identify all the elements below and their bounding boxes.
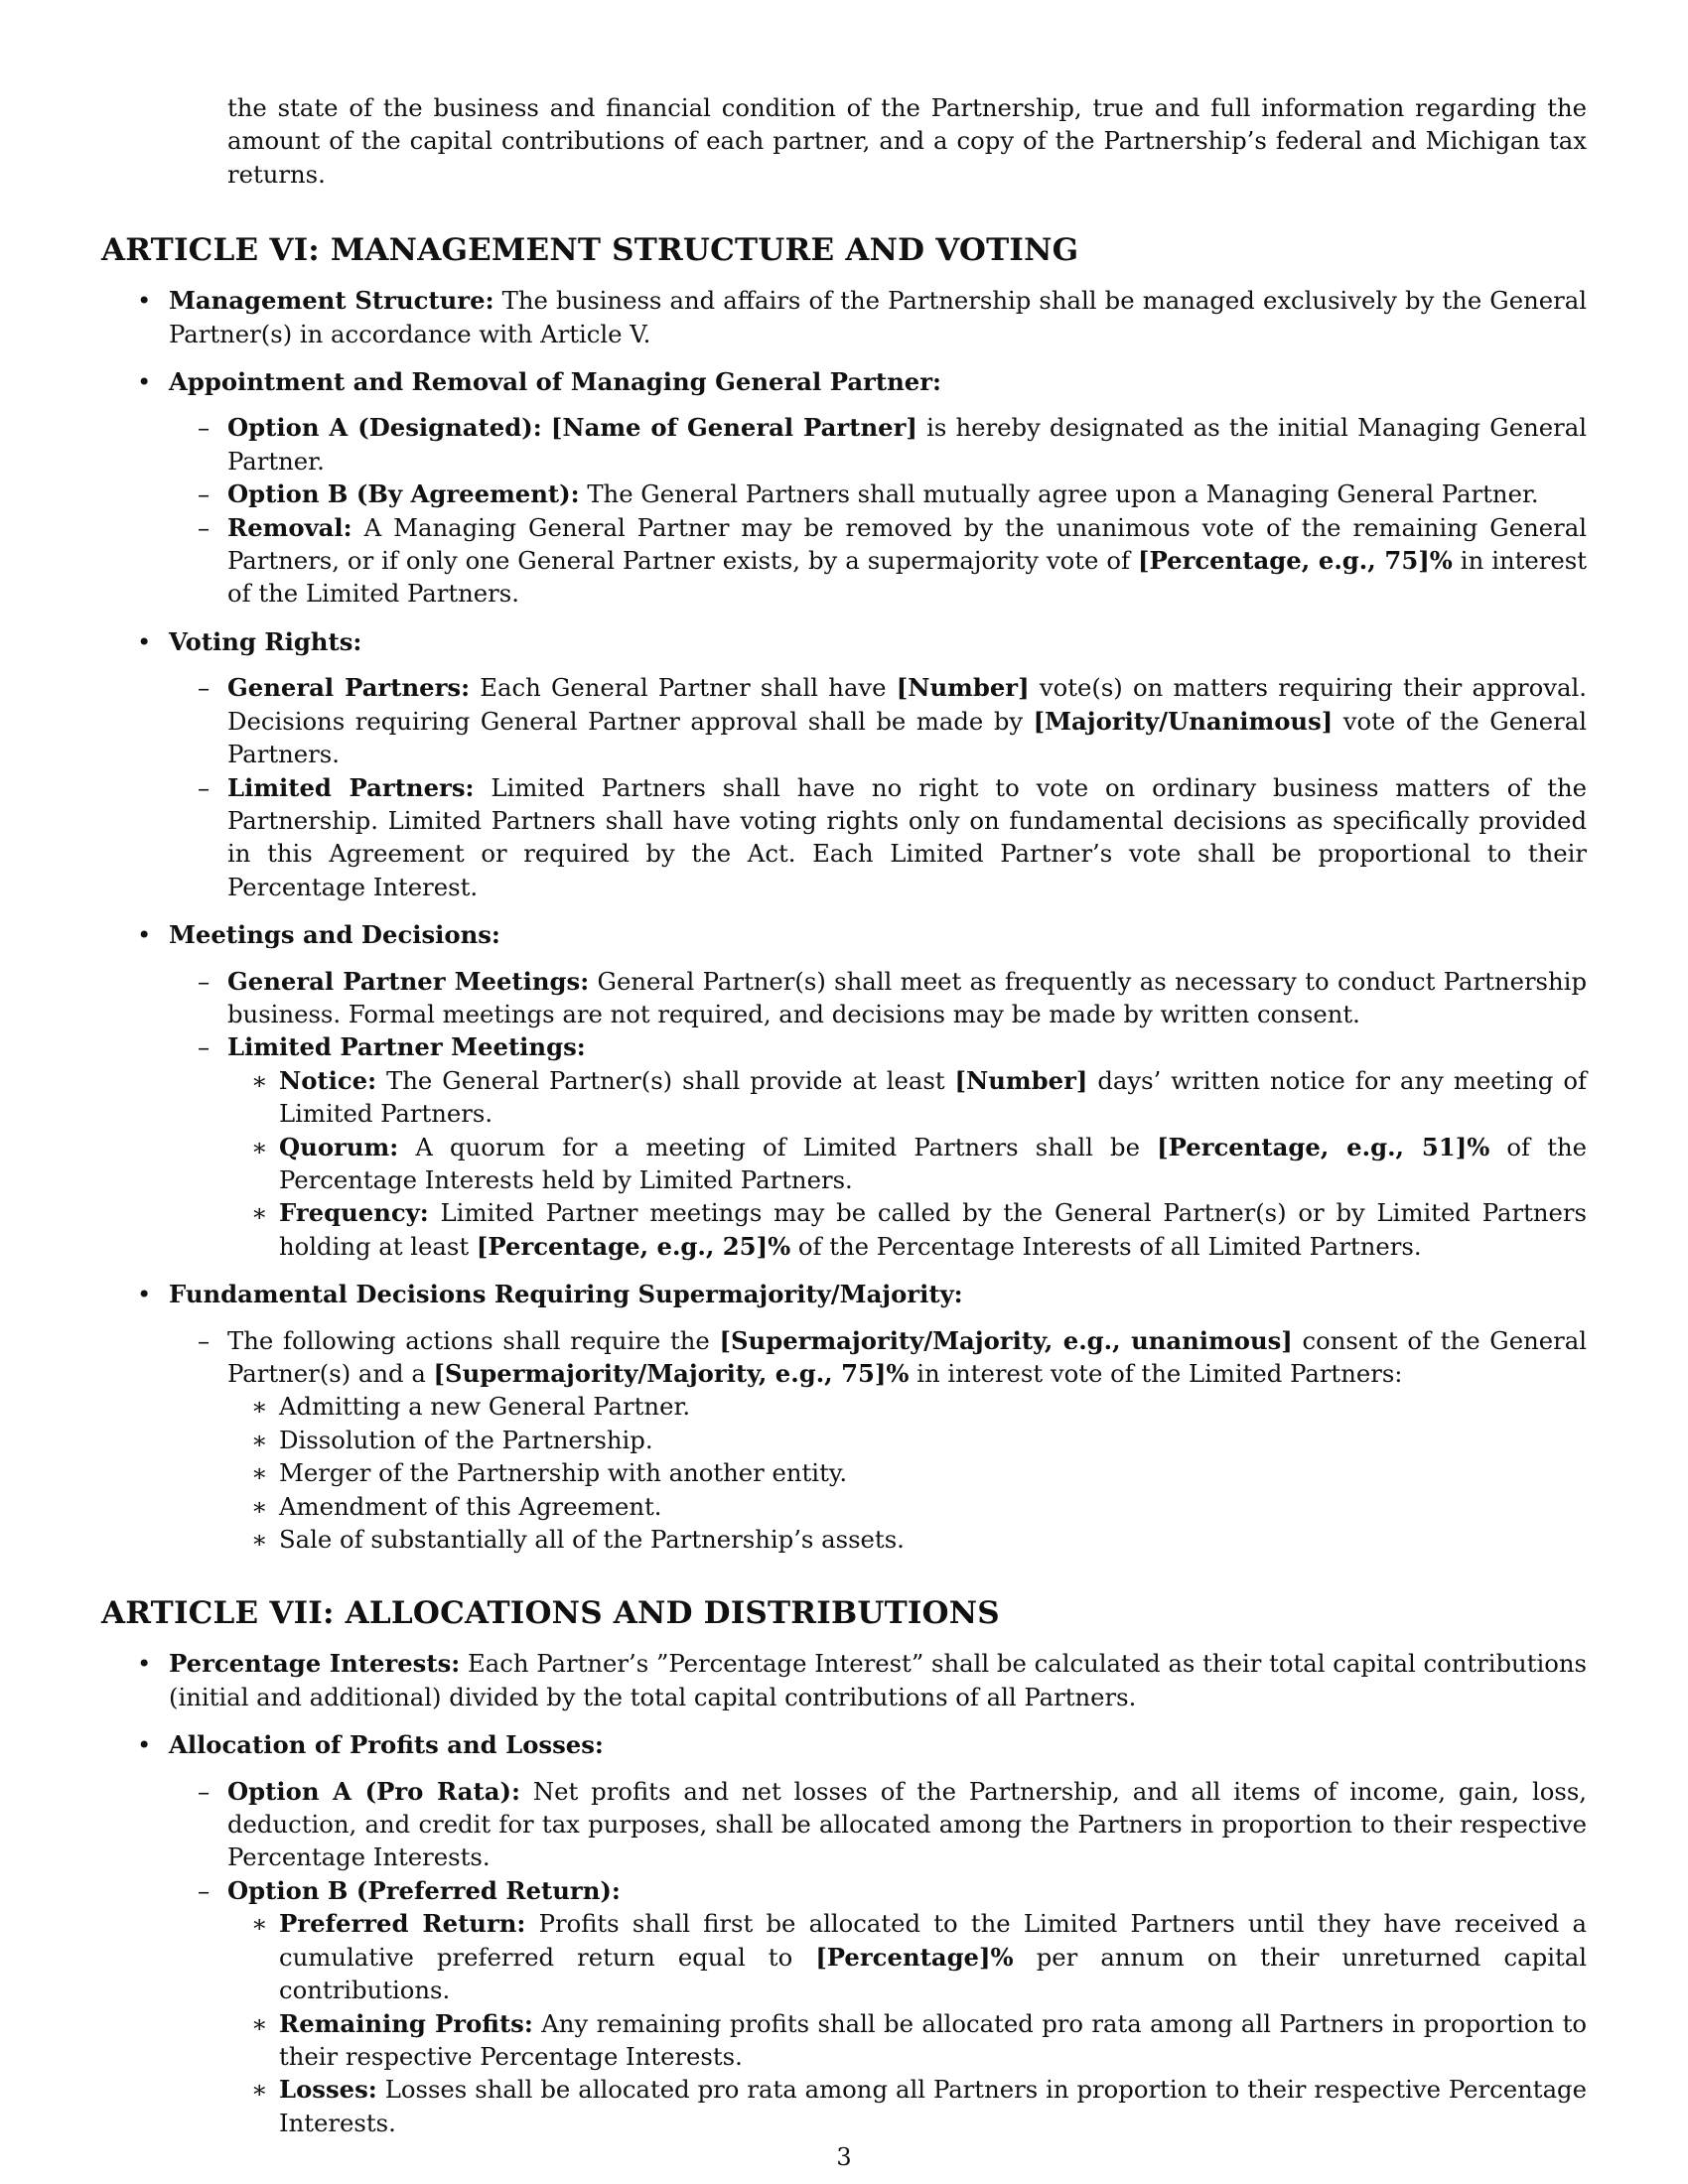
general-partners-voting-item [101, 671, 1587, 770]
item-label: Option B (By Agreement): [227, 479, 580, 509]
item-text: Profits shall first be allocated to the Limited Partners until they have received a cumulative preferred return equal to [279, 1909, 1587, 1972]
document-page [101, 91, 1587, 2139]
item-text: General Partner(s) shall meet as frequently as necessary to conduct Partnership business. Formal meetings are not required, and decisions may be made by written consent. [227, 966, 1587, 1028]
bullet-marker: • [137, 286, 152, 316]
bullet-marker: • [137, 367, 152, 397]
item-label: General Partner Meetings: [227, 966, 590, 996]
voting-rights-item [101, 625, 1587, 658]
bullet-marker: • [137, 626, 152, 656]
item-text: Merger of the Partnership with another entity. [279, 1458, 848, 1488]
list-item [101, 1424, 1587, 1456]
item-text: days’ written notice for any meeting of Limited Partners. [279, 1065, 1587, 1129]
star-marker: ∗ [251, 1065, 268, 1095]
list-item [101, 1523, 1587, 1556]
bullet-marker: • [137, 1649, 152, 1679]
item-text: Limited Partner meetings may be called by the General Partner(s) or by Limited Partners holding at least [279, 1198, 1587, 1261]
remaining-profits-item [101, 2007, 1587, 2074]
placeholder-bracket: [Supermajority/Majority, e.g., 75]% [433, 1359, 910, 1388]
placeholder-bracket: [Percentage, e.g., 51]% [1157, 1132, 1490, 1161]
item-label: Removal: [227, 512, 352, 542]
placeholder-bracket: [Percentage]% [815, 1942, 1014, 1972]
placeholder-bracket: [Supermajority/Majority, e.g., unanimous] [719, 1325, 1293, 1355]
quorum-item [101, 1131, 1587, 1197]
intro-text: the state of the business and financial condition of the Partnership, true and full information regarding the amount of the capital contributions of each partner, and a copy of the Partnership’s federal and Michigan tax returns. [227, 93, 1587, 189]
item-label: Option A (Pro Rata): [227, 1776, 520, 1806]
meetings-item [101, 918, 1587, 951]
item-text: Sale of substantially all of the Partnership’s assets. [279, 1525, 905, 1555]
item-text: Admitting a new General Partner. [279, 1392, 691, 1422]
star-marker: ∗ [251, 2008, 268, 2038]
item-label: Quorum: [279, 1132, 399, 1161]
dash-marker: – [198, 479, 211, 509]
item-text: Dissolution of the Partnership. [279, 1425, 653, 1454]
placeholder-bracket: [Percentage, e.g., 75]% [1138, 546, 1453, 576]
placeholder-bracket: [Majority/Unanimous] [1033, 706, 1334, 736]
option-b-agreement-item [101, 478, 1587, 510]
item-text: in interest of the Limited Partners. [227, 546, 1587, 609]
bullet-marker: • [137, 1280, 152, 1309]
option-a-pro-rata-item [101, 1775, 1587, 1874]
percentage-interests-item [101, 1647, 1587, 1713]
item-text: Net profits and net losses of the Partnership, and all items of income, gain, loss, deduction, and credit for tax purposes, shall be allocated among the Partners in proportion to their respective Percentage Interests. [227, 1776, 1588, 1872]
placeholder-bracket: [Number] [896, 673, 1030, 703]
dash-marker: – [198, 1325, 211, 1355]
article-6-heading: ARTICLE VI: MANAGEMENT STRUCTURE AND VOTING [101, 232, 1079, 269]
item-text: of the Percentage Interests held by Limited Partners. [279, 1132, 1587, 1194]
bullet-marker: • [137, 1730, 152, 1760]
item-text: Losses shall be allocated pro rata among all Partners in proportion to their respective Percentage Interests. [279, 2075, 1587, 2137]
allocation-item [101, 1728, 1587, 1761]
item-label: Meetings and Decisions: [169, 920, 500, 950]
intro-paragraph [227, 91, 1587, 191]
item-text: consent of the General Partner(s) and a [227, 1325, 1587, 1388]
star-marker: ∗ [251, 1392, 268, 1422]
losses-item [101, 2073, 1587, 2139]
frequency-item [101, 1196, 1587, 1263]
item-label: Frequency: [279, 1198, 429, 1228]
star-marker: ∗ [251, 1909, 268, 1939]
fundamental-decisions-item [101, 1278, 1587, 1310]
item-text: in interest vote of the Limited Partners: [909, 1359, 1403, 1388]
star-marker: ∗ [251, 2075, 268, 2105]
placeholder-bracket: [Percentage, e.g., 25]% [476, 1231, 791, 1261]
gp-meetings-item [101, 965, 1587, 1031]
item-text: Amendment of this Agreement. [279, 1491, 662, 1521]
placeholder-bracket: [Name of General Partner] [550, 413, 917, 443]
star-marker: ∗ [251, 1458, 268, 1488]
item-text: Each Partner’s ”Percentage Interest” shall be calculated as their total capital contributions (initial and additional) divided by the total capital contributions of all Partners. [169, 1649, 1587, 1711]
item-text: is hereby designated as the initial Managing General Partner. [227, 413, 1587, 476]
star-marker: ∗ [251, 1132, 268, 1161]
dash-marker: – [198, 1776, 211, 1806]
management-structure-item [101, 284, 1587, 350]
list-item [101, 1490, 1587, 1523]
fundamental-intro-item [101, 1324, 1587, 1391]
dash-marker: – [198, 1032, 211, 1062]
item-label: Appointment and Removal of Managing General Partner: [169, 367, 941, 397]
item-text: per annum on their unreturned capital contributions. [279, 1942, 1587, 2005]
list-item [101, 1456, 1587, 1489]
item-label: Percentage Interests: [169, 1649, 461, 1679]
bullet-marker: • [137, 920, 152, 950]
removal-item [101, 511, 1587, 611]
appointment-item [101, 365, 1587, 398]
item-label: Notice: [279, 1065, 377, 1095]
dash-marker: – [198, 413, 211, 443]
star-marker: ∗ [251, 1491, 268, 1521]
item-text: vote(s) on matters requiring their approval. Decisions requiring General Partner approval shall be made by [227, 673, 1588, 736]
item-label: Fundamental Decisions Requiring Supermajority/Majority: [169, 1280, 963, 1309]
item-label: Allocation of Profits and Losses: [169, 1730, 604, 1760]
item-text: A Managing General Partner may be removed by the unanimous vote of the remaining General Partners, or if only one General Partner exists, by a supermajority vote of [227, 512, 1587, 576]
page-number: 3 [836, 2143, 852, 2171]
item-label: Remaining Profits: [279, 2008, 533, 2038]
item-text: of the Percentage Interests of all Limited Partners. [790, 1231, 1422, 1261]
item-text: The General Partners shall mutually agree upon a Managing General Partner. [579, 479, 1539, 509]
item-text: The following actions shall require the [227, 1325, 720, 1355]
item-label: Limited Partners: [227, 772, 475, 802]
item-text: Any remaining profits shall be allocated pro rata among all Partners in proportion to their respective Percentage Interests. [279, 2008, 1588, 2071]
item-text: The General Partner(s) shall provide at least [376, 1065, 955, 1095]
star-marker: ∗ [251, 1198, 268, 1228]
item-label: Management Structure: [169, 286, 494, 316]
item-text: vote of the General Partners. [227, 706, 1587, 769]
notice-item [101, 1064, 1587, 1131]
dash-marker: – [198, 673, 211, 703]
item-label: Option A (Designated): [227, 413, 542, 443]
item-text: Limited Partners shall have no right to vote on ordinary business matters of the Partnership. Limited Partners shall have voting rights only on fundamental decisions as specifically provided in this Agreement or required by the Act. Each Limited Partner’s vote shall be proportional to their Percentage Interest. [227, 772, 1587, 901]
option-b-preferred-item [101, 1874, 1587, 1907]
lp-meetings-item [101, 1030, 1587, 1063]
star-marker: ∗ [251, 1425, 268, 1454]
dash-marker: – [198, 772, 211, 802]
dash-marker: – [198, 966, 211, 996]
list-item [101, 1390, 1587, 1423]
article-7-heading: ARTICLE VII: ALLOCATIONS AND DISTRIBUTIONS [101, 1595, 1000, 1632]
item-label: Limited Partner Meetings: [227, 1032, 586, 1062]
item-label: Option B (Preferred Return): [227, 1875, 621, 1905]
item-text: A quorum for a meeting of Limited Partners shall be [398, 1132, 1158, 1161]
preferred-return-item [101, 1907, 1587, 2006]
dash-marker: – [198, 512, 211, 542]
item-label: Losses: [279, 2075, 377, 2105]
star-marker: ∗ [251, 1525, 268, 1555]
item-label: General Partners: [227, 673, 471, 703]
item-text: Each General Partner shall have [470, 673, 897, 703]
placeholder-bracket: [Number] [954, 1065, 1088, 1095]
item-label: Voting Rights: [169, 626, 362, 656]
item-label: Preferred Return: [279, 1909, 526, 1939]
option-a-designated-item [101, 411, 1587, 478]
dash-marker: – [198, 1875, 211, 1905]
limited-partners-voting-item [101, 771, 1587, 904]
item-text: The business and affairs of the Partnership shall be managed exclusively by the General Partner(s) in accordance with Article V. [169, 286, 1587, 348]
